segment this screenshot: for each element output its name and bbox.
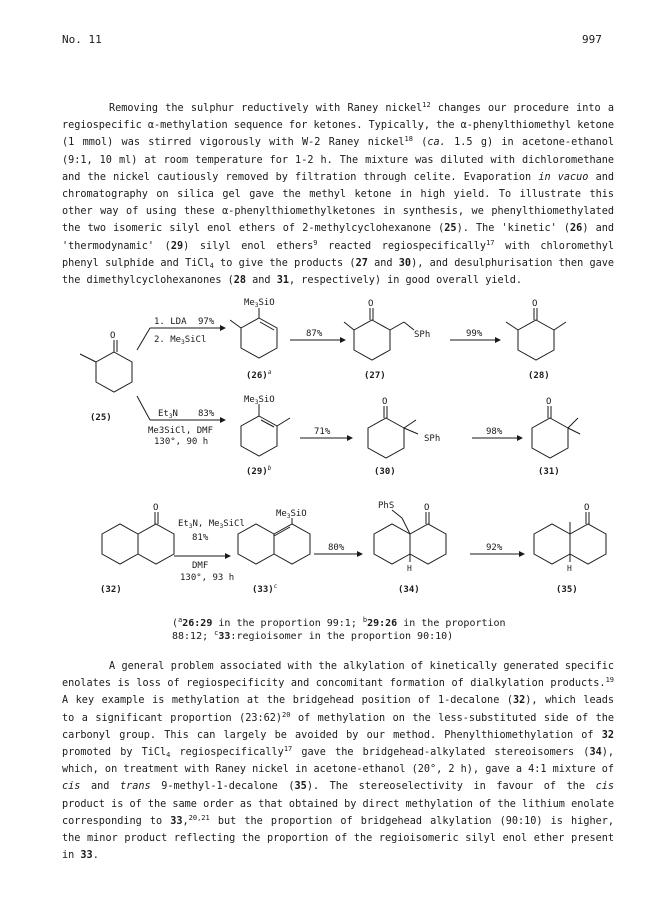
footnote-run: 26:29	[182, 618, 213, 629]
paragraph1-run: 28	[233, 275, 247, 287]
paragraph1-run: changes our procedure into a regiospecific α-methylation sequence for ketones. Typically, the α-phenylthiomethyl ketone (1 mmol) was stirred vigorously with W-2 Raney nickel	[62, 103, 615, 149]
paragraph-decalone-alkylation	[62, 658, 614, 864]
paragraph1-run: 18	[404, 135, 413, 144]
paragraph2-run: and	[80, 781, 120, 793]
arrow-25-branch-down	[137, 396, 150, 420]
compound-25-structure	[80, 340, 132, 392]
paragraph1-run: with chloromethyl phenyl sulphide and TiCl	[62, 240, 614, 269]
atom-h-34: H	[407, 564, 412, 573]
paragraph2-run: 20	[282, 710, 291, 719]
paragraph1-run: reacted regiospecifically	[317, 240, 487, 252]
paragraph1-run: 31	[276, 275, 289, 287]
paragraph2-run: trans	[120, 781, 151, 793]
atom-o-32: O	[153, 503, 159, 513]
compound-label-31: (31)	[538, 467, 560, 477]
paragraph2-run: 32	[601, 729, 614, 741]
paragraph1-run: 30	[398, 257, 412, 269]
atom-o-34: O	[424, 503, 430, 513]
paragraph1-run: 4	[209, 261, 214, 270]
paragraph2-run: but the proportion of bridgehead alkylation (90:10) is higher, the minor product reflecting the proportion of the regioisomeric silyl enol ether present in	[62, 815, 614, 862]
atom-o-27: O	[368, 299, 374, 309]
row2-yield-30-31: 98%	[486, 427, 503, 437]
paragraph1-run: 9	[313, 238, 318, 247]
paragraph2-run: 33	[170, 815, 183, 827]
row1-step1-reagent: 1. LDA	[154, 317, 187, 327]
paragraph2-run: 34	[589, 747, 602, 759]
paragraph1-run: ). The 'kinetic' (	[456, 223, 571, 235]
paragraph2-run: 17	[283, 745, 293, 754]
paragraph2-run: cis	[62, 781, 81, 793]
paragraph1-run: ) and 'thermodynamic' (	[62, 223, 615, 252]
paragraph2-run: .	[92, 850, 99, 862]
row3-yield-32-33: 81%	[192, 533, 209, 543]
compound-label-32: (32)	[100, 585, 122, 595]
paragraph2-run: regiospecifically	[170, 747, 284, 759]
row1-step1-yield: 97%	[198, 317, 215, 327]
paragraph2-run: of methylation on the less-substituted side of the carbonyl group. This can largely be avoided by our method. Phenylthiomethylation of	[62, 712, 614, 741]
paragraph1-run: and	[246, 275, 277, 287]
compound-30-structure	[368, 406, 418, 458]
paragraph2-run: 19	[605, 676, 614, 685]
compound-label-26: $(26)^a$	[246, 369, 272, 381]
paragraph1-run: 25	[444, 223, 457, 235]
sph-label-27: SPh	[414, 330, 431, 340]
row2-condition-2: 130°, 90 h	[154, 437, 209, 447]
compound-27-structure	[344, 308, 414, 360]
atom-o-30: O	[382, 397, 388, 407]
row2-reagent: $Et_3N$	[158, 409, 178, 420]
silyloxy-label-33: $Me_3SiO$	[276, 509, 307, 520]
paragraph2-run: 4	[166, 751, 171, 760]
compound-label-30: (30)	[374, 467, 396, 477]
row3-yield-33-34: 80%	[328, 543, 345, 553]
paragraph1-run: in vacuo	[538, 171, 589, 183]
compound-31-structure	[532, 406, 580, 458]
paragraph1-run: to give the products (	[213, 257, 356, 269]
compound-33-structure	[238, 518, 310, 564]
footnote-run: 33	[218, 631, 231, 642]
scheme-footnote	[172, 617, 532, 643]
compound-label-35: (35)	[556, 585, 578, 595]
footnote-run: 29:26	[367, 618, 398, 629]
paragraph1-run: and	[367, 257, 399, 269]
footnote-run: (	[172, 618, 179, 629]
row1-yield-26-27: 87%	[306, 329, 323, 339]
compound-29-structure	[241, 404, 290, 456]
paragraph1-run: , respectively) in good overall yield.	[288, 275, 523, 287]
row3-condition-1: DMF	[192, 561, 209, 571]
paragraph-raney-nickel-methylation	[62, 100, 614, 289]
paragraph1-run: 26	[570, 223, 583, 235]
paragraph2-run: 35	[294, 781, 307, 793]
silyloxy-label-26: $Me_3SiO$	[244, 298, 275, 309]
footnote-run: b	[362, 616, 368, 624]
paragraph2-run: 20,21	[188, 813, 210, 822]
sph-label-30: SPh	[424, 434, 441, 444]
row3-reagent: $Et_3N$, $Me_3SiCl$	[178, 519, 245, 530]
atom-o-25: O	[110, 331, 116, 341]
footnote-run: :regioisomer in the proportion 90:10)	[230, 631, 454, 642]
paragraph2-run: promoted by TiCl	[62, 747, 167, 759]
paragraph2-run: 32	[513, 695, 526, 707]
journal-issue-number: No. 11	[62, 33, 102, 46]
paragraph1-run: 29	[170, 240, 184, 252]
paragraph1-run: 12	[422, 101, 431, 109]
phs-label-34: PhS	[378, 501, 395, 511]
silyloxy-label-29: $Me_3SiO$	[244, 395, 275, 406]
footnote-run: a	[178, 616, 183, 624]
paragraph2-run: ), which leads to a significant proportion (23:62)	[62, 695, 614, 724]
row3-yield-34-35: 92%	[486, 543, 503, 553]
atom-o-35: O	[584, 503, 590, 513]
row1-step2-reagent: 2. $Me_3SiCl$	[154, 335, 207, 346]
paragraph1-run: 1.5 g) in acetone-ethanol (9:1, 10 ml) at room temperature for 1-2 h. The mixture was diluted with dichloromethane and the nickel cautiously removed by filtration through celite. Evaporation	[62, 137, 614, 183]
row2-condition-1: Me3SiCl, DMF	[148, 426, 214, 436]
paragraph1-run: Removing the sulphur reductively with Raney nickel	[109, 103, 423, 114]
footnote-run: in the proportion 88:12;	[172, 618, 506, 642]
paragraph2-run: ,	[182, 815, 189, 827]
compound-label-27: (27)	[364, 371, 386, 381]
paragraph1-run: and chromatography on silica gel gave the methyl ketone in high yield. To illustrate this other way of using these α-phenylthiomethylketones in synthesis, we phenylthiomethylated the two isomeric silyl enol ethers of 2-methylcyclohexanone (	[62, 171, 614, 235]
footnote-run: in the proportion 99:1;	[212, 618, 363, 629]
paragraph2-run: cis	[595, 781, 615, 793]
atom-h-35: H	[567, 564, 572, 573]
paragraph1-run: ca.	[427, 137, 446, 149]
atom-o-31: O	[546, 397, 552, 407]
row3-condition-2: 130°, 93 h	[180, 573, 235, 583]
paragraph2-run: product is of the same order as that obtained by direct methylation of the lithium enolate corresponding to	[62, 798, 615, 827]
paragraph1-run: ), and desulphurisation then gave the dimethylcyclohexanones (	[62, 257, 614, 287]
compound-32-structure	[102, 512, 174, 564]
compound-label-34: (34)	[398, 585, 420, 595]
compound-35-structure	[534, 512, 606, 564]
row1-yield-27-28: 99%	[466, 329, 483, 339]
paragraph2-run: 33	[80, 850, 93, 862]
footnote-run: c	[214, 629, 219, 637]
row2-yield-29-30: 71%	[314, 427, 331, 437]
reaction-scheme	[62, 296, 614, 612]
paragraph2-run: A key example is methylation at the bridgehead position of 1-decalone (	[62, 695, 514, 707]
compound-28-structure	[506, 308, 566, 360]
paragraph1-run: 17	[486, 238, 495, 247]
compound-34-structure	[374, 510, 446, 564]
atom-o-28: O	[532, 299, 538, 309]
compound-label-33: $(33)^c$	[252, 583, 278, 595]
compound-label-28: (28)	[528, 371, 550, 381]
page-number: 997	[582, 33, 602, 46]
paragraph1-run: 27	[355, 257, 368, 269]
compound-label-25: (25)	[90, 413, 112, 423]
compound-26-structure	[230, 308, 277, 358]
paragraph2-run: A general problem associated with the alkylation of kinetically generated specific enolates is loss of regiospecificity and concomitant formation of dialkylation products.	[62, 661, 614, 690]
compound-label-29: $(29)^b$	[246, 465, 272, 477]
paragraph2-run: gave the bridgehead-alkylated stereoisomers (	[292, 747, 590, 759]
paragraph1-run: ) silyl enol ethers	[183, 240, 314, 252]
paragraph2-run: ). The stereoselectivity in favour of the	[306, 781, 596, 793]
paragraph2-run: 9-methyl-1-decalone (	[150, 781, 295, 793]
row2-yield-25-29: 83%	[198, 409, 215, 419]
paragraph2-run: ), which, on treatment with Raney nickel in acetone-ethanol (20°, 2 h), gave a 4:1 mixture of	[62, 747, 615, 776]
arrow-25-branch-up	[137, 328, 150, 350]
paragraph1-run: (	[412, 137, 428, 149]
